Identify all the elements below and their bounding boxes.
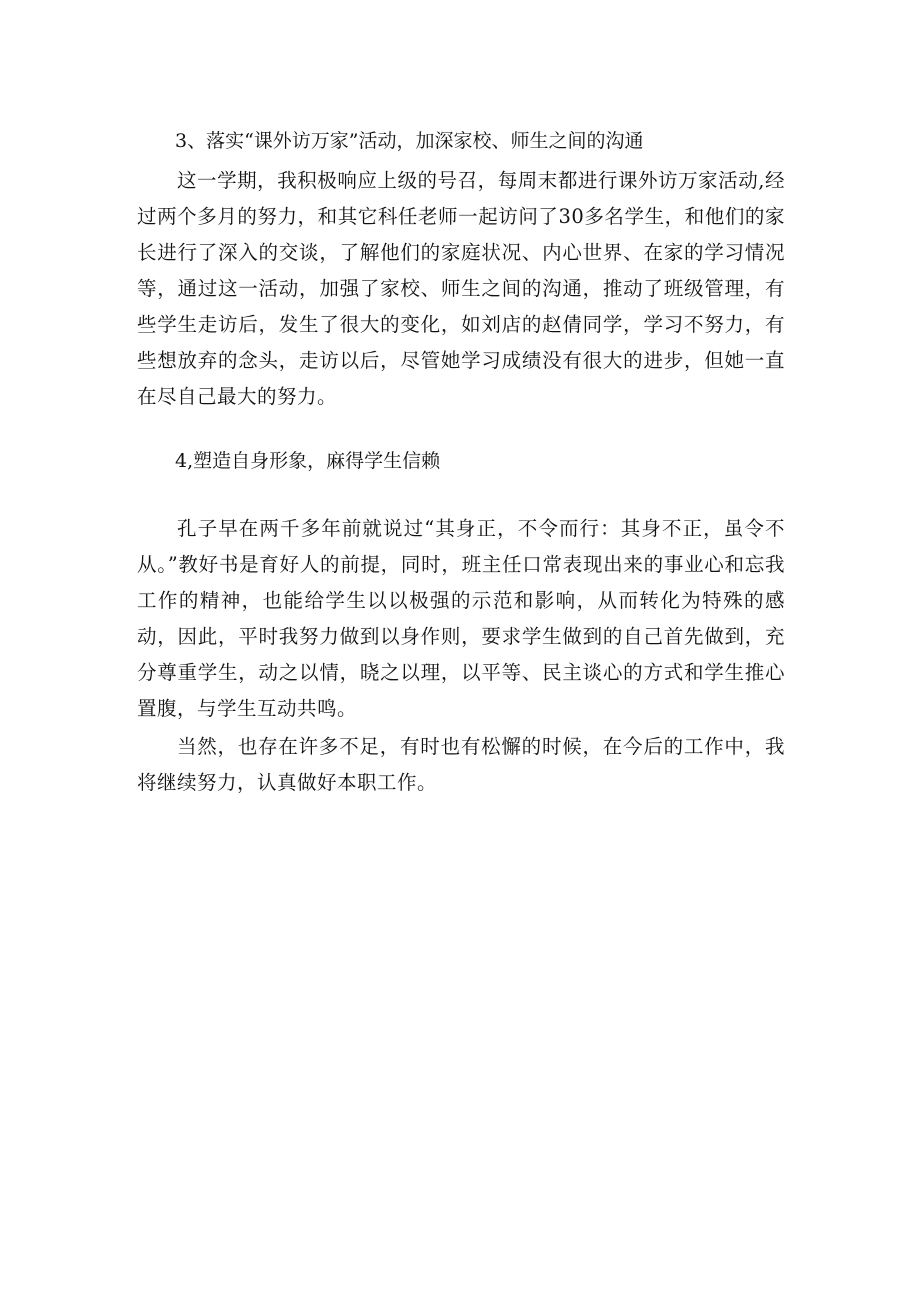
section-4-paragraph: 孔子早在两千多年前就说过“其身正，不令而行：其身不正，虽令不从。”教好书是育好人的前提，同时，班主任口常表现出来的事业心和忘我工作的精神，也能给学生以以极强的示范和影响，从而转化为特殊的感动，因此，平时我努力做到以身作则，要求学生做到的自己首先做到，充分尊重学生，动之以情，晓之以理，以平等、民主谈心的方式和学生推心置腹，与学生互动共鸣。 — [137, 517, 785, 720]
section-4-heading: 4,塑造自身形象，麻得学生信赖 — [175, 450, 441, 472]
section-3-paragraph: 这一学期，我积极响应上级的号召，每周末都进行课外访万家活动,经过两个多月的努力，和其它科任老师一起访问了30多名学生，和他们的家长进行了深入的交谈，了解他们的家庭状况、内心世界、在家的学习情况等，通过这一活动，加强了家校、师生之间的沟通，推动了班级管理，有些学生走访后，发生了很大的变化，如刘店的赵倩同学，学习不努力，有些想放弃的念头，走访以后，尽管她学习成绩没有很大的进步，但她一直在尽自己最大的努力。 — [137, 169, 785, 408]
closing-paragraph: 当然，也存在许多不足，有时也有松懈的时候，在今后的工作中，我将继续努力，认真做好本职工作。 — [137, 735, 785, 794]
section-3-heading: 3、落实“课外访万家”活动，加深家校、师生之间的沟通 — [175, 130, 644, 152]
document-body — [137, 123, 785, 801]
